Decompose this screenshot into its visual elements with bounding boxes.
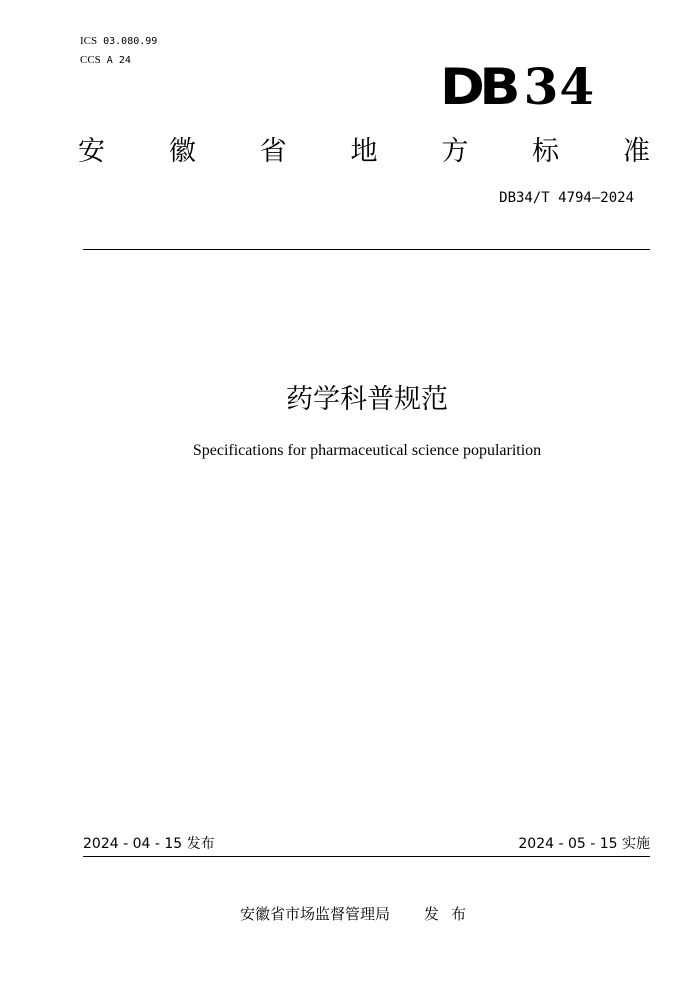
ccs-code: A 24 (106, 55, 131, 66)
standard-number: DB34/T 4794—2024 (499, 190, 634, 206)
standard-type-heading (78, 134, 650, 170)
ics-line (80, 32, 157, 51)
standard-type-char: 方 (441, 136, 469, 167)
logo-prefix: DB (440, 58, 516, 116)
issuing-authority (0, 903, 700, 925)
standard-type-char: 徽 (168, 136, 196, 167)
ics-label: ICS (80, 35, 98, 47)
document-title-chinese: 药学科普规范 (286, 384, 448, 415)
standard-type-char: 省 (259, 136, 287, 167)
top-divider (83, 249, 650, 250)
publish-date: 2024 - 04 - 15 发布 (83, 836, 215, 852)
ics-code: 03.080.99 (103, 36, 158, 47)
standard-type-char: 地 (350, 136, 378, 167)
logo-number: 34 (523, 57, 596, 116)
issuer-action: 发布 (424, 905, 479, 923)
standard-type-char: 准 (622, 136, 650, 167)
standard-type-char: 标 (532, 136, 560, 167)
issuer-name: 安徽省市场监督管理局 (239, 905, 390, 923)
bottom-divider (83, 856, 650, 857)
implement-date: 2024 - 05 - 15 实施 (518, 836, 650, 852)
ccs-label: CCS (80, 54, 101, 66)
db34-logo (440, 57, 596, 116)
document-title-english: Specifications for pharmaceutical science popularition (192, 442, 542, 459)
classification-codes (80, 32, 157, 70)
ccs-line (80, 51, 157, 70)
standard-type-char: 安 (78, 136, 105, 167)
